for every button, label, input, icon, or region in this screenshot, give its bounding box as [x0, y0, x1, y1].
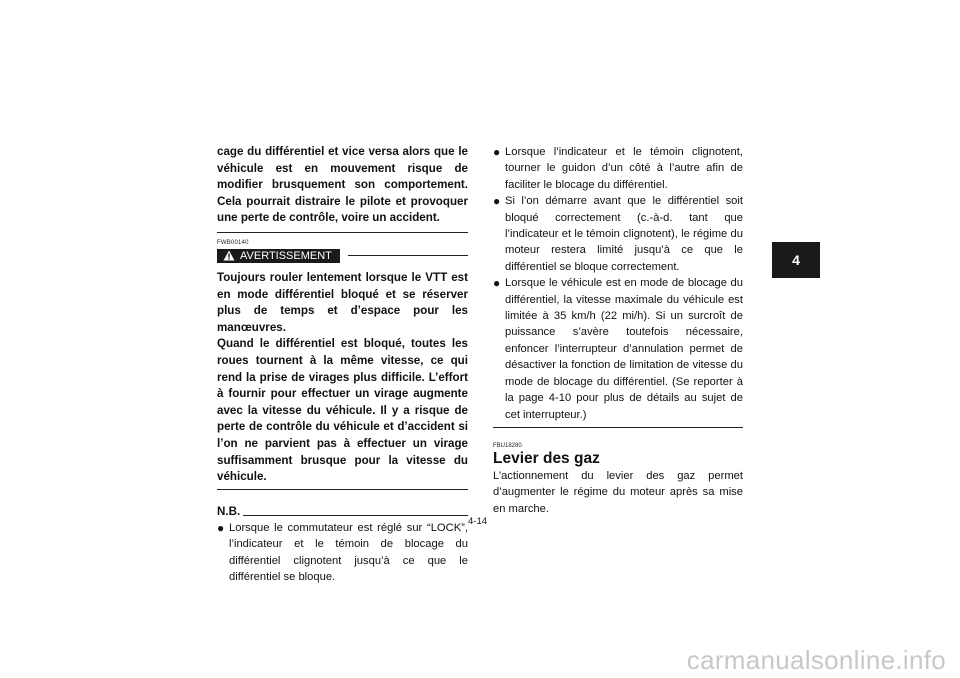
bullet-icon: ● — [493, 276, 501, 291]
warning-continued-text: cage du différentiel et vice versa alors que le véhicule est en mouvement risque de modifier brusquement son comportement. Cela pourrait distraire le pilote et provoquer une perte de contrôle, voire un accident. — [217, 145, 468, 225]
divider — [217, 232, 468, 233]
warning-triangle-icon — [223, 250, 235, 261]
bullet-icon: ● — [217, 520, 225, 535]
list-item — [493, 193, 743, 275]
watermark: carmanualsonline.info — [686, 645, 946, 675]
section-body: L’actionnement du levier des gaz permet d’augmenter le régime du moteur après sa mise en marche. — [493, 469, 743, 515]
list-item-text: Lorsque le véhicule est en mode de blocage du différentiel, la vitesse maximale du véhicule est limitée à 35 km/h (22 mi/h). Si un surcroît de puissance s’avère toutefois nécessaire, enfoncer l’interrupteur d’annulation permet de désactiver la fonction de limitation de vitesse du mode de blocage du différentiel. (Se reporter à la page 4-10 pour plus de détails au sujet de cet interrupteur.) — [505, 277, 743, 421]
warning-code: FWB00140 — [217, 239, 249, 246]
nb-end-rule — [493, 427, 743, 428]
list-item-text: Lorsque l’indicateur et le témoin clignotent, tourner le guidon d’un côté à l’autre afin de faciliter le blocage du différentiel. — [505, 146, 743, 191]
list-item — [493, 144, 743, 193]
nb-list — [217, 520, 468, 586]
nb-label: N.B. — [217, 504, 241, 518]
list-item — [217, 520, 468, 586]
section-title: Levier des gaz — [493, 449, 600, 467]
list-item — [493, 275, 743, 423]
warning-label: AVERTISSEMENT — [240, 249, 332, 262]
warning-paragraph-2: Quand le différentiel est bloqué, toutes les roues tournent à la même vitesse, ce qui rend la prise de virages plus difficile. L’effort à fournir pour effectuer un virage augmente avec la vitesse du véhicule. Il y a risque de perte de contrôle du véhicule et d’accident si l’on ne parvient pas à effectuer un virage suffisamment brusque pour la vitesse du véhicule. — [217, 337, 468, 484]
warning-header-rule — [348, 255, 468, 256]
warning-end-rule — [217, 489, 468, 490]
bullet-icon: ● — [493, 194, 501, 209]
right-column — [493, 144, 743, 517]
list-item-text: Si l’on démarre avant que le différentiel soit bloqué correctement (c.-à-d. tant que l’indicateur et le témoin clignotent), le régime du moteur restera limité jusqu’à ce que le différentiel se bloque correctement. — [505, 195, 743, 273]
list-item-text: Lorsque le commutateur est réglé sur “LOCK”, l’indicateur et le témoin de blocage du différentiel clignotent jusqu’à ce que le différentiel se bloque. — [229, 521, 468, 583]
warning-header — [217, 249, 468, 263]
nb-header-rule — [243, 515, 468, 516]
page-number: 4-14 — [468, 516, 488, 527]
chapter-tab: 4 — [772, 242, 820, 278]
warning-paragraph-1: Toujours rouler lentement lorsque le VTT est en mode différentiel bloqué et se réserver plus de temps et d’espace pour les manœuvres. — [217, 270, 468, 334]
section-code: FBU18280 — [493, 442, 522, 449]
warning-badge — [217, 249, 340, 263]
nb-list-continued — [493, 144, 743, 423]
left-column — [217, 144, 468, 585]
bullet-icon: ● — [493, 145, 501, 159]
nb-header — [217, 504, 468, 520]
